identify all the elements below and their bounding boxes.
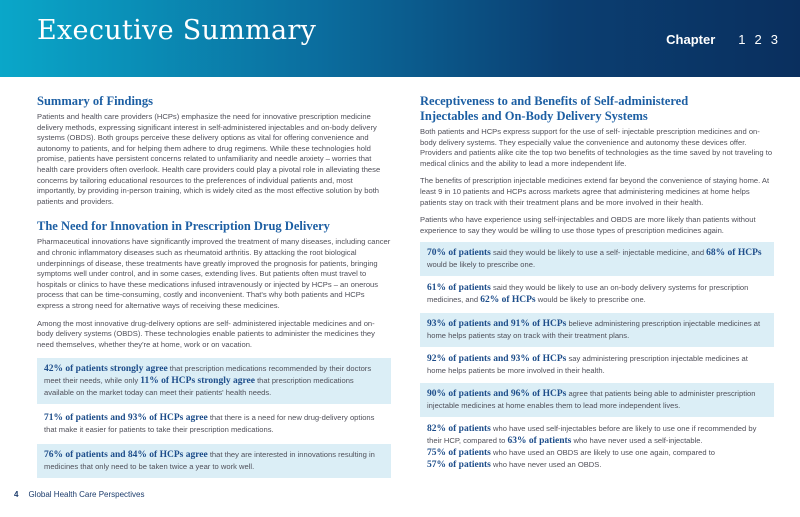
- stat-callout-final: [420, 417, 774, 477]
- stat-emphasis: 62% of HCPs: [480, 295, 536, 306]
- summary-body: Patients and health care providers (HCPs) emphasize the need for innovative prescription medicine delivery methods, expressing significant interest in self-administered injectables and on-body delivery systems (OBDS). Both groups perceive these delivery options as vital for offering convenience and autonomy to patients, and for helping them adhere to drug regimens. While these technologies hold promise, patients have persistent concerns related to unfamiliarity and needle anxiety – worries that health care providers often overlook. Health care providers could play a pivotal role in alleviating these concerns by tailoring educational resources to the preferences of individual patients and, most importantly, by providing in-person training, which is widely cited as the most effective solution by both patients and providers.: [37, 112, 381, 206]
- stat-emphasis: 82% of patients: [427, 424, 491, 435]
- need-heading: The Need for Innovation in Prescription Drug Delivery: [37, 219, 330, 234]
- stat-text: that there is a need for new drug-delivery options that make it easier for patients to take their prescription medications.: [44, 413, 375, 435]
- stat-emphasis: 42% of patients strongly agree: [44, 364, 168, 375]
- stat-emphasis: 92% of patients and 93% of HCPs: [427, 354, 567, 365]
- stat-text: that they are interested in innovations resulting in medicines that only need to be taken twice a year to work well.: [44, 450, 375, 472]
- receptiveness-heading-line1: Receptiveness to and Benefits of Self-administered: [420, 94, 689, 108]
- receptiveness-heading: [420, 94, 774, 124]
- page-footer: [14, 490, 145, 499]
- page-title: Executive Summary: [37, 15, 317, 46]
- chapter-link-1[interactable]: 1: [738, 32, 746, 47]
- chapter-nav: [666, 32, 778, 47]
- stat-text: who have never used a self-injectable.: [571, 436, 703, 446]
- chapter-link-3[interactable]: 3: [770, 32, 778, 47]
- stat-callout: [420, 313, 774, 347]
- stat-emphasis: 71% of patients and 93% of HCPs agree: [44, 413, 208, 424]
- stat-emphasis: 76% of patients and 84% of HCPs agree: [44, 450, 208, 461]
- stat-emphasis: 68% of HCPs: [706, 248, 762, 259]
- receptiveness-body-1: Both patients and HCPs express support for the use of self- injectable prescription medicines and on-body delivery systems. They especially value the convenience and autonomy these devices offer. Providers and patients alike cite the top two benefits of technologies as the time saved by not traveling to medical clinics and the ability to lead a more independent life.: [420, 127, 773, 168]
- stat-text: would be likely to prescribe one.: [535, 295, 646, 305]
- stat-callout: [37, 444, 391, 478]
- stat-text: said they would be likely to use a self- injectable medicine, and: [490, 248, 707, 258]
- stat-emphasis: 93% of patients and 91% of HCPs: [427, 319, 567, 330]
- stat-text: that prescription medications available on the market today can meet their patients' health needs.: [44, 376, 354, 398]
- stat-callout: [37, 404, 391, 444]
- receptiveness-body-3: Patients who have experience using self-injectables and OBDS are more likely than patients without experience to say they would be willing to use those types of prescription medicines again.: [420, 215, 756, 235]
- stat-text: say administering prescription injectable medicines at home helps patients be more involved in their health.: [427, 354, 748, 376]
- publication-name: Global Health Care Perspectives: [28, 490, 145, 499]
- receptiveness-body-2: The benefits of prescription injectable medicines extend far beyond the convenience of staying home. At least 9 in 10 patients and HCPs across markets agree that administering medicines at home helps patients stay on track with their treatment plans and be more involved in their health.: [420, 176, 770, 207]
- stat-text: said they would be likely to use an on-body delivery systems for prescription medicines, and: [427, 283, 749, 305]
- stat-text: who have used an OBDS are likely to use one again, compared to: [490, 448, 716, 458]
- stat-callout: [420, 242, 774, 276]
- stat-text: would be likely to prescribe one.: [427, 260, 536, 270]
- stat-text: agree that patients being able to administer prescription injectable medicines at home enables them to lead more independent lives.: [427, 389, 756, 411]
- chapter-link-2[interactable]: 2: [754, 32, 762, 47]
- need-body-2: Among the most innovative drug-delivery options are self- administered injectable medicines and on-body delivery systems (OBDS). These technologies enable patients to administer the medicines they need themselves, whether they're at home, work or on vacation.: [37, 318, 375, 349]
- stat-text: who have never used an OBDS.: [490, 460, 602, 470]
- stat-text: who have used self-injectables before are likely to use one if recommended by their HCP, compared to: [427, 424, 757, 446]
- stat-callout: [37, 358, 391, 404]
- header-banner: [0, 0, 800, 77]
- stat-emphasis: 90% of patients and 96% of HCPs: [427, 389, 567, 400]
- receptiveness-heading-line2: Injectables and On-Body Delivery Systems: [420, 109, 648, 123]
- stat-text: that prescription medications recommended by their doctors meet their needs, while only: [44, 364, 372, 386]
- right-column: [420, 94, 774, 477]
- stat-text: believe administering prescription injectable medicines at home helps patients stay on track with their treatment plans.: [427, 319, 761, 341]
- stat-callout: [420, 347, 774, 383]
- need-body-1: Pharmaceutical innovations have significantly improved the treatment of many diseases, including cancer and chronic inflammatory diseases such as rheumatoid arthritis. By attacking the root biological underpinnings of disease, these treatments have greatly improved the prognosis for patients, bringing symptoms well under control, and in some cases, extending lives. But patients often must travel to hospitals or clinics to have these medications infused intravenously or injected by HCPs – an onerous process that can be time-consuming, costly and inconvenient. That's why both patients and HCPs express a strong need for alternative ways of receiving these medicines.: [37, 237, 391, 310]
- chapter-label: Chapter: [666, 32, 716, 47]
- summary-heading: Summary of Findings: [37, 94, 153, 108]
- stat-emphasis: 57% of patients: [427, 460, 491, 471]
- stat-emphasis: 63% of patients: [507, 436, 572, 447]
- stat-emphasis: 11% of HCPs strongly agree: [140, 376, 255, 387]
- stat-emphasis: 70% of patients: [427, 248, 491, 259]
- stat-callout: [420, 383, 774, 417]
- left-column: [37, 94, 391, 478]
- stat-emphasis: 61% of patients: [427, 283, 491, 294]
- page-number: 4: [14, 490, 19, 499]
- stat-emphasis: 75% of patients: [427, 448, 491, 459]
- stat-callout: [420, 276, 774, 313]
